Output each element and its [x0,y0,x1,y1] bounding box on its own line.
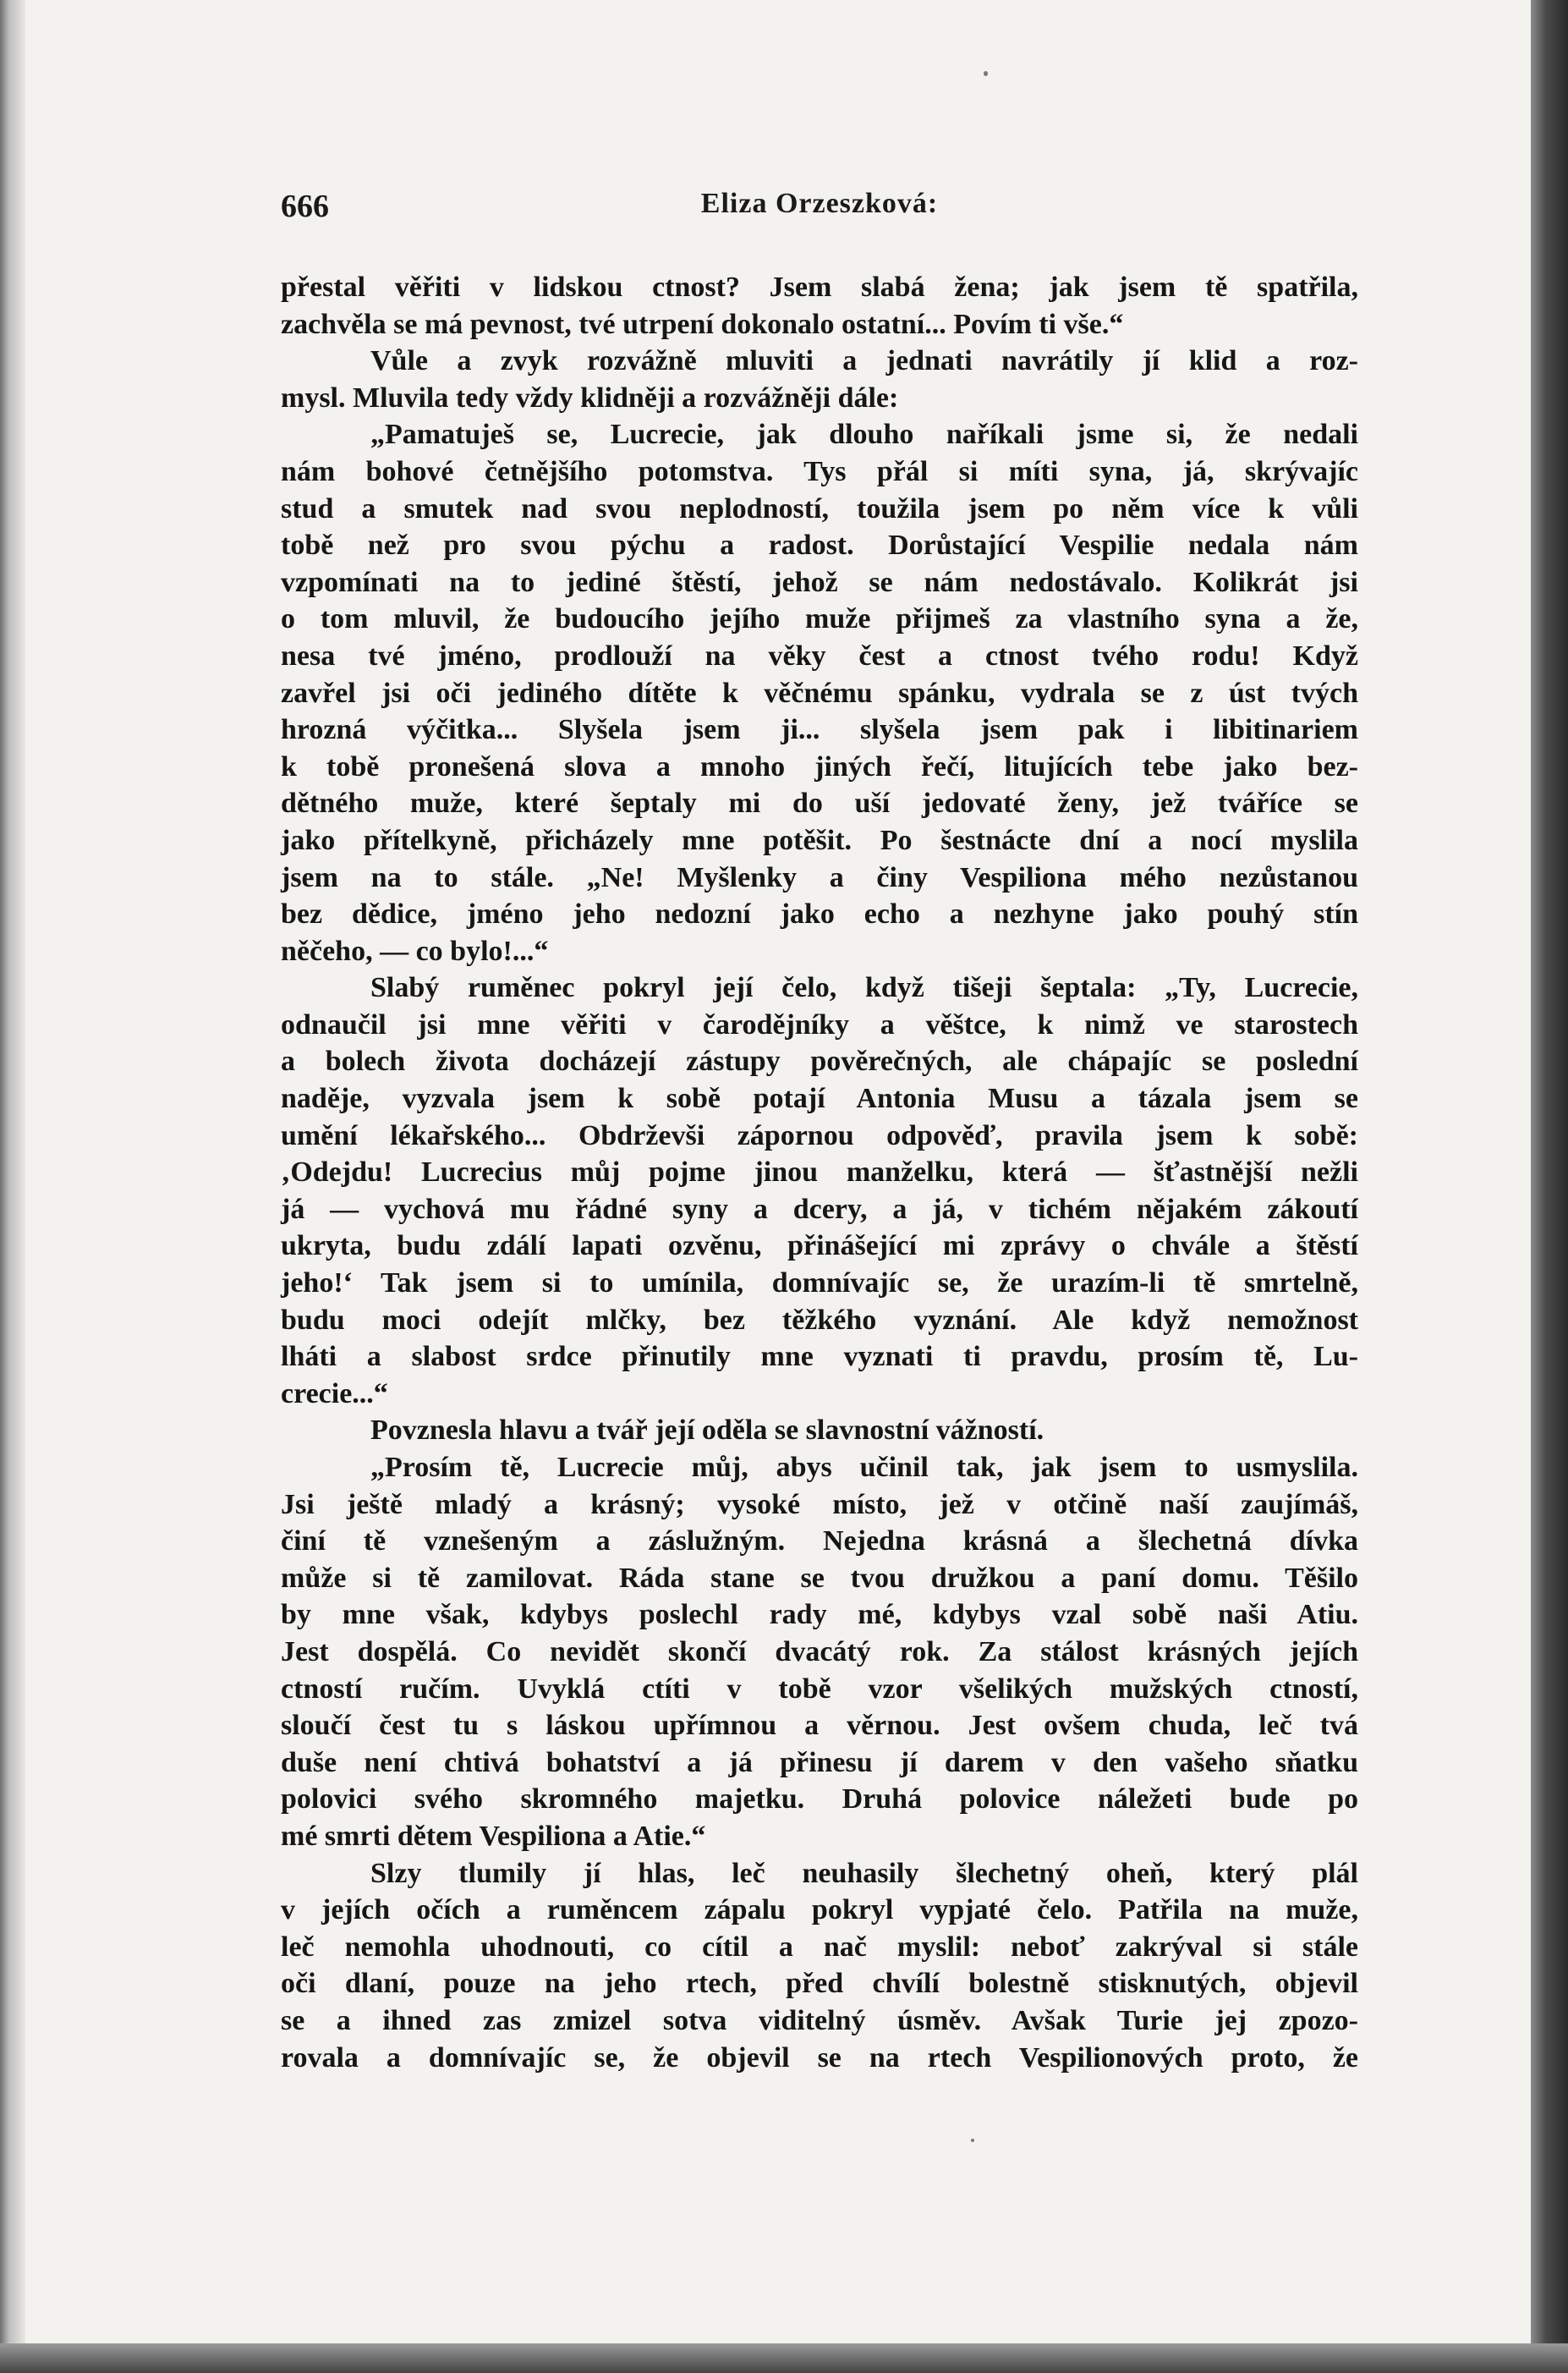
scan-edge-right [1531,0,1568,2373]
text-line: Povznesla hlavu a tvář její oděla se slavnostní vážností. [370,1414,1044,1447]
text-line: hrozná výčitka... Slyšela jsem ji... slyšela jsem pak i libitinariem [281,714,1358,746]
text-line: „Prosím tě, Lucrecie můj, abys učinil tak, jak jsem to usmyslila. [370,1452,1358,1483]
text-line: naděje, vyzvala jsem k sobě potají Antonia Musu a tázala jsem se [281,1083,1358,1115]
text-line: a bolech života docházejí zástupy pověrečných, ale chápajíc se poslední [281,1046,1358,1078]
text-line: jeho!‘ Tak jsem si to umínila, domnívajíc se, že urazím-li tě smrtelně, [281,1267,1358,1299]
text-line: zachvěla se má pevnost, tvé utrpení dokonalo ostatní... Povím ti vše.“ [281,308,1124,340]
text-line: mé smrti dětem Vespiliona a Atie.“ [281,1820,706,1852]
paper-speck [971,2139,974,2142]
text-line: duše není chtivá bohatství a já přinesu jí darem v den vašeho sňatku [281,1746,1358,1778]
page-number: 666 [281,189,329,224]
text-line: odnaučil jsi mne věřiti v čarodějníky a věštce, k nimž ve starostech [281,1008,1358,1041]
text-line: ukryta, budu zdálí lapati ozvěnu, přinášející mi zprávy o chvále a štěstí [281,1230,1358,1262]
text-line: polovici svého skromného majetku. Druhá polovice náležeti bude po [281,1783,1358,1815]
text-line: vzpomínati na to jediné štěstí, jehož se nám nedostávalo. Kolikrát jsi [281,566,1358,598]
text-line: Vůle a zvyk rozvážně mluviti a jednati navrátily jí klid a roz- [370,345,1358,377]
text-line: budu moci odejít mlčky, bez těžkého vyznání. Ale když nemožnost [281,1304,1358,1336]
text-line: Jest dospělá. Co nevidět skončí dvacátý rok. Za stálost krásných jejích [281,1635,1358,1667]
text-line: oči dlaní, pouze na jeho rtech, před chvílí bolestně stisknutých, objevil [281,1968,1358,2000]
text-line: rovala a domnívajíc se, že objevil se na rtech Vespilionových proto, že [281,2041,1358,2074]
text-line: tobě než pro svou pýchu a radost. Dorůstající Vespilie nedala nám [281,530,1358,562]
text-line: sloučí čest tu s láskou upřímnou a věrnou. Jest ovšem chuda, leč tvá [281,1710,1358,1742]
text-line: nám bohové četnějšího potomstva. Tys přál si míti syna, já, skrývajíc [281,455,1358,487]
running-title: Eliza Orzeszková: [700,188,939,219]
text-line: Slzy tlumily jí hlas, leč neuhasily šlechetný oheň, který plál [370,1857,1358,1889]
text-line: činí tě vznešeným a záslužným. Nejedna krásná a šlechetná dívka [281,1525,1358,1557]
text-line: já — vychová mu řádné syny a dcery, a já, v tichém nějakém zákoutí [281,1193,1358,1225]
text-line: může si tě zamilovat. Ráda stane se tvou družkou a paní domu. Těšilo [281,1562,1358,1594]
text-line: zavřel jsi oči jediného dítěte k věčnému spánku, vydrala se z úst tvých [281,677,1358,709]
text-line: k tobě pronešená slova a mnoho jiných řečí, litujících tebe jako bez- [281,750,1358,783]
text-line: jako přítelkyně, přicházely mne potěšit. Po šestnácte dní a nocí myslila [281,824,1358,856]
text-line: umění lékařského... Obdrževši zápornou odpověď, pravila jsem k sobě: [281,1119,1358,1151]
text-line: ‚Odejdu! Lucrecius můj pojme jinou manželku, která — šťastnější nežli [281,1156,1358,1189]
text-line: crecie...“ [281,1377,388,1409]
page-header [281,188,1358,235]
body-text [281,269,1358,2076]
text-line: se a ihned zas zmizel sotva viditelný úsměv. Avšak Turie jej zpozo- [281,2004,1358,2036]
text-line: mysl. Mluvila tedy vždy klidněji a rozvážněji dále: [281,382,899,414]
text-line: jsem na to stále. „Ne! Myšlenky a činy Vespiliona mého nezůstanou [281,861,1358,893]
text-line: v jejích očích a ruměncem zápalu pokryl vypjaté čelo. Patřila na muže, [281,1894,1358,1926]
text-line: ctností ručím. Uvyklá ctíti v tobě vzor všelikých mužských ctností, [281,1673,1358,1705]
text-line: o tom mluvil, že budoucího jejího muže přijmeš za vlastního syna a že, [281,603,1358,635]
text-line: Jsi ještě mladý a krásný; vysoké místo, jež v otčině naší zaujímáš, [281,1488,1358,1520]
text-line: Slabý ruměnec pokryl její čelo, když tišeji šeptala: „Ty, Lucrecie, [370,972,1358,1004]
text-line: nesa tvé jméno, prodlouží na věky čest a ctnost tvého rodu! Když [281,640,1358,672]
text-line: bez dědice, jméno jeho nedozní jako echo a nezhyne jako pouhý stín [281,898,1358,931]
text-line: dětného muže, které šeptaly mi do uší jedovaté ženy, jež tváříce se [281,788,1358,820]
text-line: by mne však, kdybys poslechl rady mé, kdybys vzal sobě naši Atiu. [281,1599,1358,1631]
page-spine-shadow [0,0,25,2343]
text-line: lháti a slabost srdce přinutily mne vyznati ti pravdu, prosím tě, Lu- [281,1341,1358,1373]
paper-speck [984,71,988,76]
text-line: něčeho, — co bylo!...“ [281,935,549,967]
scan-edge-bottom [0,2343,1568,2373]
text-line: stud a smutek nad svou neplodností, toužila jsem po něm více k vůli [281,492,1358,525]
text-line: přestal věřiti v lidskou ctnost? Jsem slabá žena; jak jsem tě spatřila, [281,272,1358,303]
text-line: „Pamatuješ se, Lucrecie, jak dlouho naříkali jsme si, že nedali [370,419,1358,451]
text-line: leč nemohla uhodnouti, co cítil a nač myslil: neboť zakrýval si stále [281,1931,1358,1963]
